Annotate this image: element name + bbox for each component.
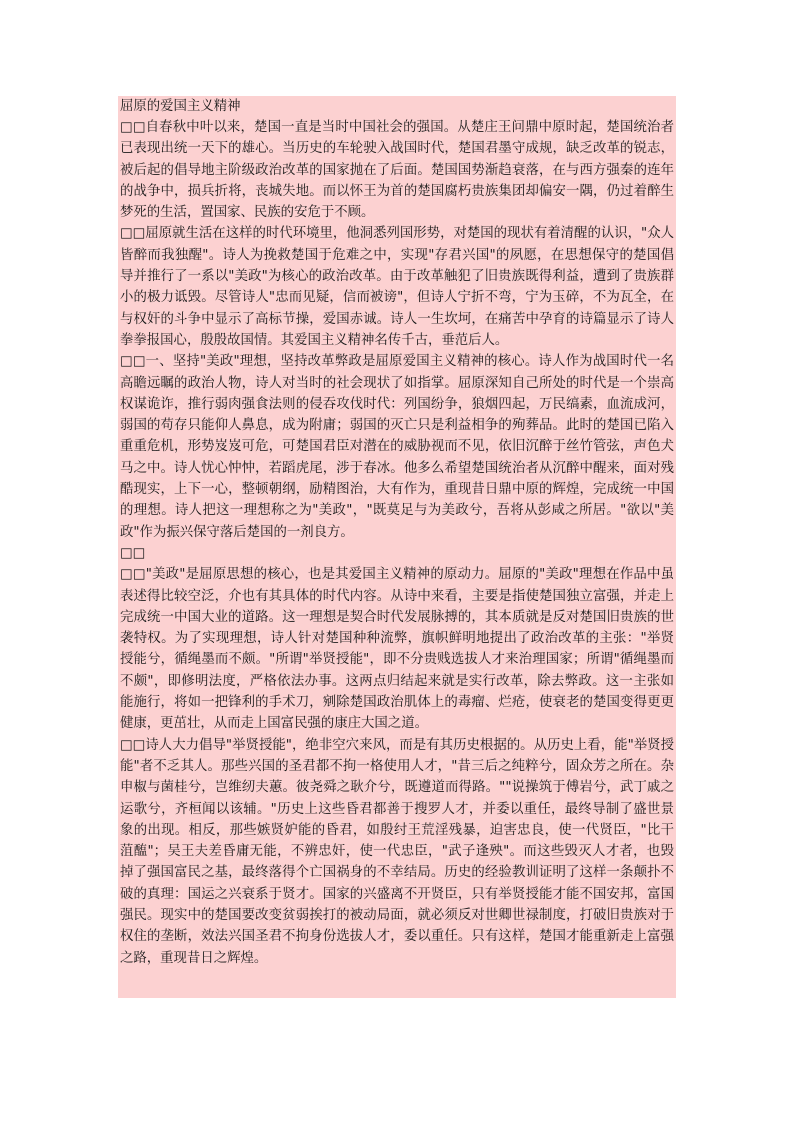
- paragraph-meizheng: □□"美政"是屈原思想的核心，也是其爱国主义精神的原动力。屈原的"美政"理想在作品中虽表述得比较空泛，介也有其具体的时代内容。从诗中来看，主要是指使楚国独立富强，并走上完成统一中国大业的道路。这一理想是契合时代发展脉搏的，其本质就是反对楚国旧贵族的世袭特权。为了实现理想，诗人针对楚国种种流弊，旗帜鲜明地提出了政治改革的主张："举贤授能兮，循绳墨而不颇。"所谓"举贤授能"，即不分贵贱选拔人才来治理国家；所谓"循绳墨而不颇"，即修明法度，严格依法办事。这两点归结起来就是实行改革，除去弊政。这一主张如能施行，将如一把锋利的手术刀，剜除楚国政治肌体上的毒瘤、烂疮，使衰老的楚国变得更更健康，更茁壮，从而走上国富民强的康庄大国之道。: [120, 567, 674, 732]
- paragraph-talent: □□诗人大力倡导"举贤授能"，绝非空穴来风，而是有其历史根据的。从历史上看，能"举贤授能"者不乏其人。那些兴国的圣君都不拘一格使用人才，"昔三后之纯粹兮，固众芳之所在。杂申椒与菌桂兮，岂维纫夫蕙。彼尧舜之耿介兮，既遵道而得路。""说操筑于傅岩兮，武丁戚之运歌兮，齐桓闻以该辅。"历史上这些昏君都善于搜罗人才，并委以重任，最终导制了盛世景象的出现。相反，那些嫉贤妒能的昏君，如殷纣王荒淫残暴，迫害忠良，使一代贤臣，"比干菹醢"；吴王夫差昏庸无能，不辨忠奸，使一代忠臣，"武子逢殃"。而这些毁灭人才者，也毁掉了强国富民之基，最终落得个亡国祸身的不幸结局。历史的经验教训证明了这样一条颠扑不破的真理：国运之兴衰系于贤才。国家的兴盛离不开贤臣，只有举贤授能才能不国安邦，富国强民。现实中的楚国要改变贫弱挨打的被动局面，就必须反对世卿世禄制度，打破旧贵族对于权住的垄断，效法兴国圣君不拘身份选拔人才，委以重任。只有这样，楚国才能重新走上富强之路，重现昔日之辉煌。: [120, 737, 674, 966]
- paragraph-background: □□屈原就生活在这样的时代环境里，他洞悉列国形势，对楚国的现状有着清醒的认识，"众人皆醉而我独醒"。诗人为挽救楚国于危难之中，实现"存君兴国"的夙愿，在思想保守的楚国倡导并推行了一系以"美政"为核心的政治改革。由于改革触犯了旧贵族既得利益，遭到了贵族群小的极力诋毁。尽管诗人"忠而见疑，信而被谤"，但诗人宁折不弯，宁为玉碎，不为瓦全，在与权奸的斗争中显示了高标节操，爱国赤诚。诗人一生坎坷，在痛苦中孕育的诗篇显示了诗人拳拳报国心，殷殷故国情。其爱国主义精神名传千古，垂范后人。: [120, 226, 674, 348]
- paragraph-blank: □□: [120, 545, 146, 561]
- document-page: [118, 96, 676, 998]
- paragraph-section-one: □□一、坚持"美政"理想，坚持改革弊政是屈原爱国主义精神的核心。诗人作为战国时代一名高瞻远瞩的政治人物，诗人对当时的社会现状了如指掌。屈原深知自己所处的时代是一个崇高权谋诡诈，推行弱肉强食法则的侵吞攻伐时代：列国纷争，狼烟四起，万民缟素，血流成河，弱国的苟存只能仰人鼻息，成为附庸；弱国的灭亡只是利益相争的殉葬品。此时的楚国已陷入重重危机，形势岌岌可危，可楚国君臣对潜在的威胁视而不见，依旧沉醉于丝竹管弦，声色犬马之中。诗人忧心忡忡，若蹈虎尾，涉于春冰。他多么希望楚国统治者从沉醉中醒来，面对残酷现实，上下一心，整顿朝纲，励精图治，大有作为，重现昔日鼎中原的辉煌，完成统一中国的理想。诗人把这一理想称之为"美政"，"既莫足与为美政兮，吾将从彭咸之所居。"欲以"美政"作为振兴保守落后楚国的一剂良方。: [120, 354, 674, 540]
- document-title: 屈原的爱国主义精神: [120, 99, 241, 114]
- paragraph-intro: □□自春秋中叶以来，楚国一直是当时中国社会的强国。从楚庄王问鼎中原时起，楚国统治者已表现出统一天下的雄心。当历史的车轮驶入战国时代，楚国君墨守成规，缺乏改革的锐志，被后起的倡导地主阶级政治改革的国家抛在了后面。楚国国势渐趋衰落，在与西方强秦的连年的战争中，损兵折将，丧城失地。而以怀王为首的楚国腐朽贵族集团却偏安一隅，仍过着醉生梦死的生活，置国家、民族的安危于不顾。: [120, 120, 674, 221]
